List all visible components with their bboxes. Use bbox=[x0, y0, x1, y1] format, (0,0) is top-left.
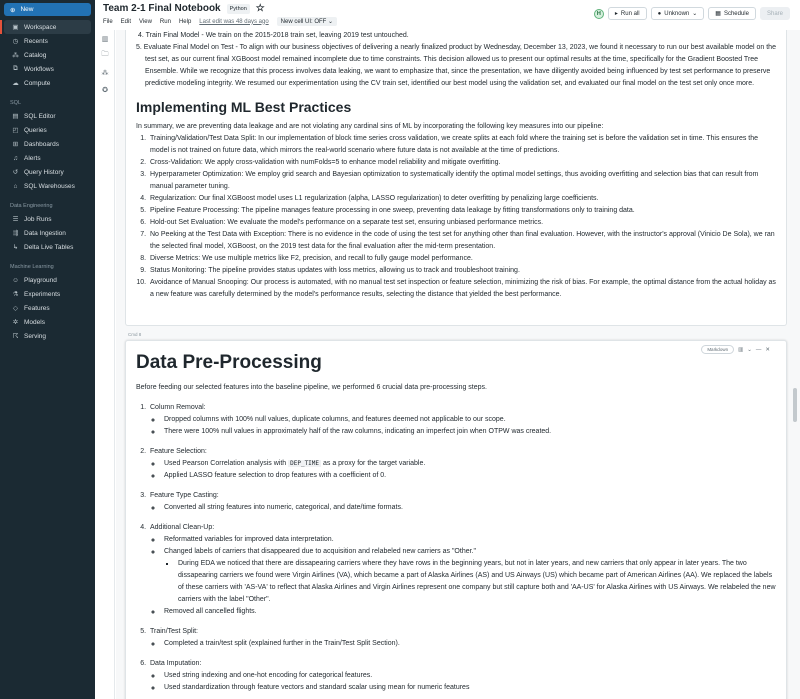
sidebar-item-sql-warehouses[interactable]: ⌂ SQL Warehouses bbox=[13, 182, 75, 190]
menu-help[interactable]: Help bbox=[178, 18, 192, 25]
ingestion-icon: ⇶ bbox=[12, 230, 19, 237]
language-badge[interactable]: Python bbox=[227, 4, 250, 14]
menu-edit[interactable]: Edit bbox=[120, 18, 132, 25]
close-icon[interactable]: ✕ bbox=[765, 346, 770, 353]
sidebar-item-data-ingestion[interactable]: ⇶ Data Ingestion bbox=[12, 229, 66, 237]
star-icon[interactable]: ☆ bbox=[255, 3, 265, 14]
avatar[interactable]: H bbox=[594, 9, 604, 19]
models-icon: ✲ bbox=[12, 319, 19, 326]
list-item: ◦ Used standardization through feature vectors and standard scalar using mean for numeric features bbox=[162, 682, 776, 694]
cell-label: Cmd 8 bbox=[128, 332, 142, 337]
clock-icon: ◷ bbox=[12, 38, 19, 45]
list-item: ◦ Removed all cancelled flights. bbox=[162, 606, 776, 618]
sidebar-item-recents[interactable]: ◷ Recents bbox=[12, 37, 48, 45]
query-icon: ◰ bbox=[12, 127, 19, 134]
sidebar-item-queries[interactable]: ◰ Queries bbox=[12, 126, 47, 134]
history-icon: ↺ bbox=[12, 169, 19, 176]
menu-file[interactable]: File bbox=[103, 18, 113, 25]
sidebar-item-workflows[interactable]: ⧉ Workflows bbox=[13, 65, 54, 73]
list-item: ▪ During EDA we noticed that there are dissapearing carriers where they have rows in the beginning years, but not in later years, and new carriers that only appear in later years. The two dissapearing carriers we found were Virgin Airlines (VA), which became a part of Alaska Airlines (AS) and US Airways (US) which became part of American Airlines (AA). We replaced the labels of these carriers with 'AS-VA' to reflect that Alaska Airlines and Virgin Airlines represent one company but still capture both and 'AA-US' for Alaska Airlines with US Airways. We relabeled the new carriers with the label "Other". bbox=[176, 558, 776, 606]
catalog-icon: ⁂ bbox=[12, 52, 19, 59]
chevron-down-icon[interactable]: ⌄ bbox=[747, 346, 752, 353]
list-item: 4. Train Final Model - We train on the 2015-2018 train set, leaving 2019 test untouched. bbox=[138, 32, 409, 39]
pipeline-icon: ↳ bbox=[12, 244, 19, 251]
editor-icon: ▤ bbox=[12, 113, 19, 120]
list-item: 4. Regularization: Our final XGBoost model uses L1 regularization (alpha, LASSO regularization) to deter overfitting by penalizing large coefficients. bbox=[148, 193, 776, 205]
code-span: DEP_TIME bbox=[290, 460, 320, 467]
assistant-icon[interactable]: ✪ bbox=[102, 86, 108, 94]
sidebar-item-dashboards[interactable]: ⊞ Dashboards bbox=[12, 140, 60, 148]
new-button[interactable]: ⊕ New bbox=[4, 3, 91, 16]
list-item: ◦ Applied LASSO feature selection to drop features with a coefficient of 0. bbox=[162, 470, 776, 482]
minimize-icon[interactable]: — bbox=[755, 346, 762, 353]
features-icon: ◇ bbox=[13, 305, 18, 312]
workflows-icon: ⧉ bbox=[13, 65, 18, 72]
play-icon: ▸ bbox=[614, 11, 618, 17]
schedule-button[interactable]: ▦ Schedule bbox=[708, 7, 756, 20]
list-item: ◦ Changed labels of carriers that disappeared due to acquisition and relabeled new carriers as "Other." ▪ During EDA we noticed that there are dissapearing carriers where they have rows in the beginning years, but not in later years, and new carriers that only appear in later years. The two dissapearing carriers we found were Virgin Airlines (VA), which became a part of Alaska Airlines (AS) and US Airways (US) which became part of American Airlines (AA). We replaced the labels of these carriers with 'AS-VA' to reflect that Alaska Airlines and Virgin Airlines represent one company but still capture both and 'AA-US' for Alaska Airlines with US Airways. We relabeled the new carriers with the label "Other". bbox=[162, 546, 776, 606]
flask-icon: ⚗ bbox=[12, 291, 19, 298]
paragraph: Before feeding our selected features into the baseline pipeline, we performed 6 crucial data pre-processing steps. bbox=[136, 384, 487, 391]
list-item: 2. Cross-Validation: We apply cross-validation with numFolds=5 to enhance model reliability and mitigate overfitting. bbox=[148, 157, 776, 169]
menu-view[interactable]: View bbox=[139, 18, 152, 25]
sidebar bbox=[0, 0, 95, 699]
run-all-button[interactable]: ▸ Run all bbox=[608, 7, 647, 20]
new-cell-ui-toggle[interactable]: New cell UI: OFF ⌄ bbox=[277, 17, 337, 26]
list-item: 1. Column Removal: ◦ Dropped columns with 100% null values, duplicate columns, and features deemed not applicable to our scope. ◦ There were 100% null values in approximately half of the raw columns, indicating an imperfect join when OTPW was created. bbox=[148, 402, 776, 438]
plus-icon: ⊕ bbox=[10, 6, 16, 14]
list-item: ◦ Completed a train/test split (explained further in the Train/Test Split Section). bbox=[162, 638, 776, 650]
markdown-cell[interactable] bbox=[125, 340, 787, 699]
list-item: 5. Evaluate Final Model on Test - To align with our business objectives of delivering a nearly finalized product by Wednesday, December 13, 2023, we found it necessary to run our best available model on the test set, as our current final XGBoost model remained incomplete due to time constraints. This decision allowed us to present our optimal results at the time, specifically for the Gradient Boosted Tree Ensemble. While we recognize that this process involves data leaking, we want to emphasize that, since the presentation, we have diligently avoided being influenced by test set performance to preserve predictive modeling integrity. We resumed our experimentation using the CV train set, identified our best model using the validation set, and evaluated our final model on the test set only once more. bbox=[136, 44, 776, 87]
list-item: 10. Avoidance of Manual Snooping: Our process is automated, with no manual test set inspection or feature selection, minimizing the risk of bias. For example, the optimal distance from the actual holiday as a new feature was carefully determined by the model's performance results, selecting the distance that yielded the best performance. bbox=[148, 277, 776, 301]
markdown-cell[interactable] bbox=[125, 30, 787, 326]
list-item: 5. Train/Test Split: ◦ Completed a train/test split (explained further in the Train/Test Split Section). bbox=[148, 626, 776, 650]
list-item: 3. Feature Type Casting: ◦ Converted all string features into numeric, categorical, and date/time formats. bbox=[148, 490, 776, 514]
paragraph: In summary, we are preventing data leakage and are not violating any cardinal sins of ML by incorporating the following key measures into our pipeline: bbox=[136, 123, 604, 130]
list-item: ◦ Converted all string features into numeric, categorical, and date/time formats. bbox=[162, 502, 776, 514]
catalog-icon[interactable]: ⁂ bbox=[101, 69, 109, 77]
list-item: 1. Training/Validation/Test Data Split: In our implementation of block time series cross validation, we create splits at each fold where the training set is before the validation set in time. This ensures the model is not trained on future data, which mirrors the real-world scenario where future data is not available at the time of predictions. bbox=[148, 133, 776, 157]
list-item: ◦ Used string indexing and one-hot encoding for categorical features. bbox=[162, 670, 776, 682]
sidebar-item-query-history[interactable]: ↺ Query History bbox=[12, 168, 64, 176]
sidebar-item-sql-editor[interactable]: ▤ SQL Editor bbox=[12, 112, 56, 120]
bell-icon: ♫ bbox=[13, 154, 18, 162]
notebook-content bbox=[116, 30, 800, 699]
list-item: 6. Hold-out Set Evaluation: We evaluate the model's performance on a separate test set, ensuring unbiased performance metrics. bbox=[148, 217, 776, 229]
sidebar-item-experiments[interactable]: ⚗ Experiments bbox=[12, 290, 61, 298]
list-item: 4. Additional Clean-Up: ◦ Reformatted variables for improved data interpretation. ◦ Changed labels of carriers that disappeared due to acquisition and relabeled new carriers as "Other." ▪ During EDA we noticed that there are dissapearing carriers where they have rows in the beginning years, but not in later years, and new carriers that only appear in later years. The two dissapearing carriers we found were Virgin Airlines (VA), which became a part of Alaska Airlines (AS) and US Airways (US) which became part of American Airlines (AA). We replaced the labels of these carriers with 'AS-VA' to reflect that Alaska Airlines and Virgin Airlines represent one company but still capture both and 'AA-US' for Alaska Airlines with US Airways. We relabeled the new carriers with the label "Other". ◦ Removed all cancelled flights. bbox=[148, 522, 776, 618]
cluster-selector[interactable]: ● Unknown ⌄ bbox=[651, 7, 705, 20]
status-dot-icon: ● bbox=[657, 10, 662, 17]
last-edit-link[interactable]: Last edit was 48 days ago bbox=[199, 18, 269, 25]
sidebar-item-job-runs[interactable]: ☰ Job Runs bbox=[12, 215, 52, 223]
list-item: ◦ Used Pearson Correlation analysis with DEP_TIME as a proxy for the target variable. bbox=[162, 458, 776, 470]
cell-type-badge[interactable]: Markdown bbox=[701, 345, 734, 354]
list-item: 2. Feature Selection: ◦ Used Pearson Correlation analysis with DEP_TIME as a proxy for the target variable. ◦ Applied LASSO feature selection to drop features with a coefficient of 0. bbox=[148, 446, 776, 482]
calendar-icon: ▦ bbox=[715, 11, 721, 17]
scrollbar-thumb[interactable] bbox=[793, 388, 797, 422]
menu-run[interactable]: Run bbox=[159, 18, 171, 25]
robot-icon: ☺ bbox=[12, 276, 19, 284]
serving-icon: ☈ bbox=[12, 333, 19, 340]
chevron-down-icon: ⌄ bbox=[328, 19, 334, 25]
cell-heading: Data Pre-Processing bbox=[136, 352, 322, 373]
list-item: 7. No Peeking at the Test Data with Exception: There is no evidence in the code of using the test set for anything other than final evaluation. However, with the instructor's approval (Vinicio De Sola), we ran the selected final model, XGBoost, on the 2019 test data for the final evaluation after the mid-term presentation. bbox=[148, 229, 776, 253]
sidebar-item-workspace[interactable]: ▣ Workspace bbox=[4, 20, 91, 34]
sidebar-item-delta-live-tables[interactable]: ↳ Delta Live Tables bbox=[12, 243, 74, 251]
list-item: 6. Data Imputation: ◦ Used string indexing and one-hot encoding for categorical features. ◦ Used standardization through feature vectors and standard scalar using mean for numeric features bbox=[148, 658, 776, 694]
list-item: ◦ Dropped columns with 100% null values, duplicate columns, and features deemed not applicable to our scope. bbox=[162, 414, 776, 426]
list-item: ◦ Reformatted variables for improved data interpretation. bbox=[162, 534, 776, 546]
scrollbar[interactable] bbox=[790, 30, 800, 699]
sidebar-item-features[interactable]: ◇ Features bbox=[13, 304, 50, 312]
share-button[interactable]: Share bbox=[760, 7, 790, 20]
section-heading: Implementing ML Best Practices bbox=[136, 99, 352, 115]
sidebar-heading-machine-learning: Machine Learning bbox=[10, 264, 54, 270]
list-item: 8. Diverse Metrics: We use multiple metrics like F2, precision, and recall to fully gauge model performance. bbox=[148, 253, 776, 265]
folder-icon: ▣ bbox=[12, 24, 19, 31]
warehouse-icon: ⌂ bbox=[13, 182, 18, 190]
sidebar-heading-data-engineering: Data Engineering bbox=[10, 203, 53, 209]
table-of-contents-icon[interactable]: ▥ bbox=[101, 35, 109, 43]
sidebar-item-catalog[interactable]: ⁂ Catalog bbox=[12, 51, 47, 59]
sidebar-item-serving[interactable]: ☈ Serving bbox=[12, 332, 47, 340]
sidebar-item-compute[interactable]: ☁ Compute bbox=[12, 79, 51, 87]
best-practices-list bbox=[136, 133, 776, 301]
notebook-title[interactable]: Team 2-1 Final Notebook bbox=[103, 3, 221, 14]
folder-icon[interactable]: 🗀 bbox=[101, 51, 109, 58]
dashboard-icon: ⊞ bbox=[12, 141, 19, 148]
list-item: 9. Status Monitoring: The pipeline provides status updates with loss metrics, allowing us to track and troubleshoot training. bbox=[148, 265, 776, 277]
sidebar-heading-sql: SQL bbox=[10, 100, 22, 106]
cloud-icon: ☁ bbox=[12, 80, 19, 87]
chevron-down-icon: ⌄ bbox=[692, 11, 698, 17]
notebook-side-rail bbox=[95, 30, 115, 699]
sidebar-item-alerts[interactable]: ♫ Alerts bbox=[13, 154, 41, 162]
list-icon: ☰ bbox=[12, 216, 19, 223]
list-item: 3. Hyperparameter Optimization: We employ grid search and Bayesian optimization to systematically identify the optimal model settings, thus avoiding overfitting and selection bias that can result from manual parameter tuning. bbox=[148, 169, 776, 193]
list-item: ◦ There were 100% null values in approximately half of the raw columns, indicating an imperfect join when OTPW was created. bbox=[162, 426, 776, 438]
list-item: 5. Pipeline Feature Processing: The pipeline manages feature processing in one sweep, preventing data leakage by fitting transformations only to training data. bbox=[148, 205, 776, 217]
notebook-header bbox=[95, 0, 800, 30]
sidebar-item-playground[interactable]: ☺ Playground bbox=[12, 276, 57, 284]
chart-icon[interactable]: ▥ bbox=[738, 346, 744, 353]
sidebar-item-models[interactable]: ✲ Models bbox=[12, 318, 45, 326]
